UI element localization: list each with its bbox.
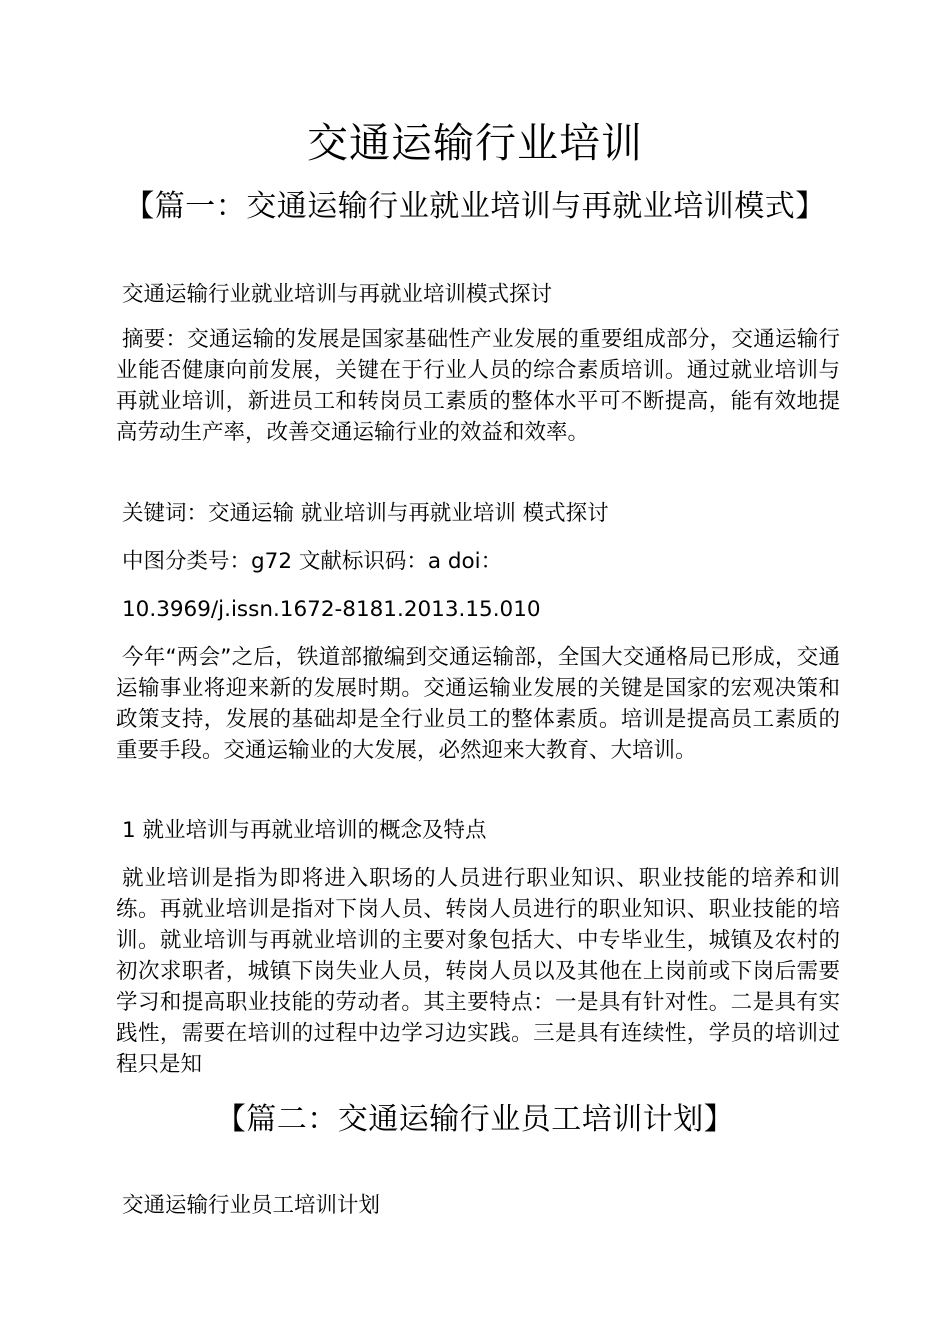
abstract-paragraph [116, 324, 840, 448]
section-1-heading-text: 1 就业培训与再就业培训的概念及特点 [122, 818, 487, 843]
keywords-text: 关键词：交通运输 就业培训与再就业培训 模式探讨 [122, 501, 609, 526]
document-title: 交通运输行业培训 [307, 119, 643, 167]
section1-heading: 【篇一：交通运输行业就业培训与再就业培训模式】 [124, 189, 826, 224]
section2-heading: 【篇二：交通运输行业员工培训计划】 [215, 1102, 735, 1137]
classification-line [116, 546, 840, 577]
abstract-text: 摘要：交通运输的发展是国家基础性产业发展的重要组成部分，交通运输行业能否健康向前发展，关键在于行业人员的综合素质培训。通过就业培训与再就业培训，新进员工和转岗员工素质的整体水平可不断提高，能有效地提高劳动生产率，改善交通运输行业的效益和效率。 [116, 327, 840, 445]
section-1-body [116, 863, 840, 1080]
classification-text: 中图分类号：g72 文献标识码：a doi： [122, 549, 503, 574]
doi-text: 10.3969/j.issn.1672-8181.2013.15.010 [122, 597, 541, 622]
intro-paragraph [116, 642, 840, 766]
doi-line [116, 594, 840, 625]
section1-subtitle [116, 279, 840, 310]
intro-text: 今年“两会”之后，铁道部撤编到交通运输部，全国大交通格局已形成，交通运输事业将迎来新的发展时期。交通运输业发展的关键是国家的宏观决策和政策支持，发展的基础却是全行业员工的整体素质。培训是提高员工素质的重要手段。交通运输业的大发展，必然迎来大教育、大培训。 [116, 645, 840, 763]
section-1-body-text: 就业培训是指为即将进入职场的人员进行职业知识、职业技能的培养和训练。再就业培训是指对下岗人员、转岗人员进行的职业知识、职业技能的培训。就业培训与再就业培训的主要对象包括大、中专毕业生，城镇及农村的初次求职者，城镇下岗失业人员，转岗人员以及其他在上岗前或下岗后需要学习和提高职业技能的劳动者。其主要特点：一是具有针对性。二是具有实践性，需要在培训的过程中边学习边实践。三是具有连续性，学员的培训过程只是知 [116, 866, 840, 1077]
section2-subtitle [116, 1190, 840, 1221]
section1-subtitle-text: 交通运输行业就业培训与再就业培训模式探讨 [122, 282, 553, 307]
keywords-line [116, 498, 840, 529]
section-1-heading [116, 815, 840, 846]
section2-subtitle-text: 交通运输行业员工培训计划 [122, 1193, 381, 1218]
